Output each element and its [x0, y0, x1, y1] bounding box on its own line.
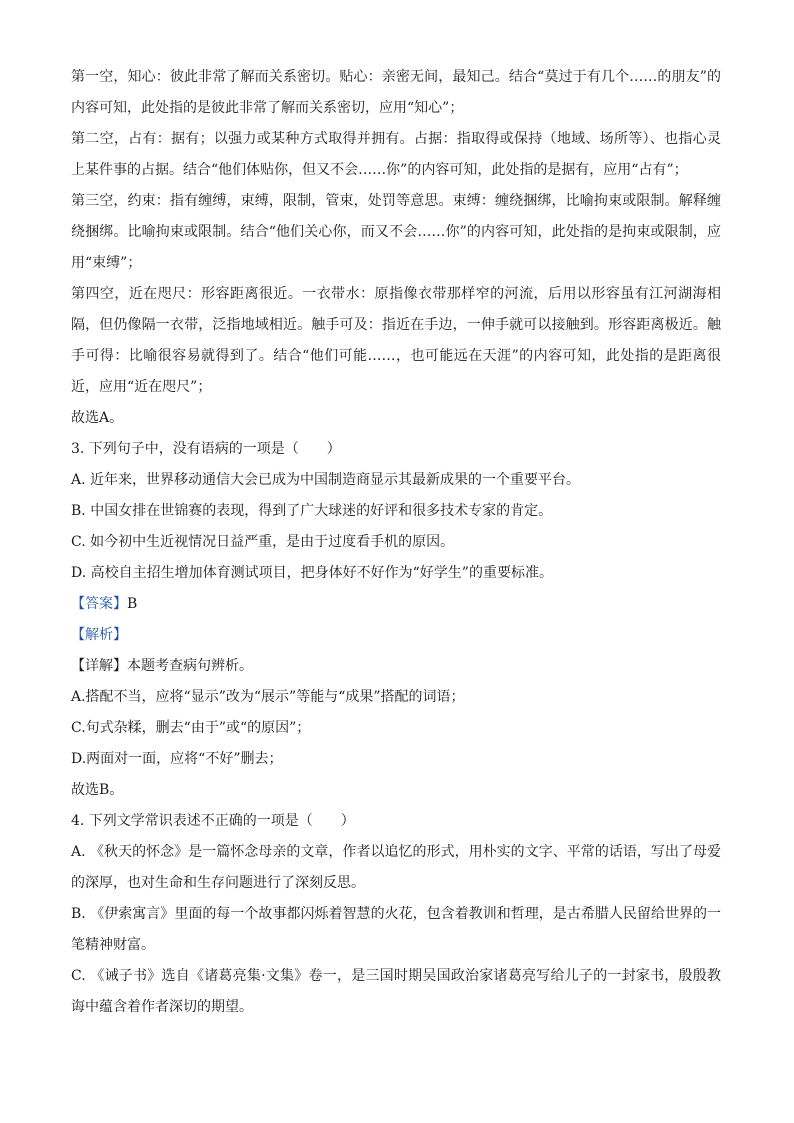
q4-option-a: A. 《秋天的怀念》是一篇怀念母亲的文章，作者以追忆的形式，用朴实的文字、平常的话语，写出了母爱的深厚，也对生命和生存问题进行了深刻反思。 [71, 844, 721, 891]
q2-conclusion: 故选A。 [71, 410, 124, 426]
q2-explanation-blank-3: 第三空，约束：指有缠缚，束缚，限制，管束，处罚等意思。束缚：缠绕捆绑，比喻拘束或限制。解释缠绕捆绑。比喻拘束或限制。结合“他们关心你，而又不会……你”的内容可知，此处指的是拘束或限制，应用“束缚”； [71, 193, 721, 271]
answer-value: B [127, 596, 138, 612]
q2-explanation-blank-2: 第二空，占有：据有；以强力或某种方式取得并拥有。占据：指取得或保持（地域、场所等）、也指心灵上某件事的占据。结合“他们体贴你，但又不会……你”的内容可知，此处指的是据有，应用“占有”； [71, 131, 721, 178]
q3-option-a: A. 近年来，世界移动通信大会已成为中国制造商显示其最新成果的一个重要平台。 [71, 472, 581, 488]
q3-option-b: B. 中国女排在世锦赛的表现，得到了广大球迷的好评和很多技术专家的肯定。 [71, 503, 553, 519]
q3-detail: 【详解】本题考查病句辨析。 [71, 658, 253, 674]
q3-conclusion: 故选B。 [71, 782, 124, 798]
q2-explanation-blank-4: 第四空，近在咫尺：形容距离很近。一衣带水：原指像衣带那样窄的河流，后用以形容虽有江河湖海相隔，但仍像隔一衣带，泛指地域相近。触手可及：指近在手边，一伸手就可以接触到。形容距离极近。触手可得：比喻很容易就得到了。结合“他们可能……，也可能远在天涯”的内容可知，此处指的是距离很近，应用“近在咫尺”； [71, 286, 721, 395]
q4-option-b: B. 《伊索寓言》里面的每一个故事都闪烁着智慧的火花，包含着教训和哲理，是古希腊人民留给世界的一笔精神财富。 [71, 906, 721, 953]
q3-option-c: C. 如今初中生近视情况日益严重，是由于过度看手机的原因。 [71, 534, 455, 550]
analysis-tag: 【解析】 [71, 627, 127, 643]
q3-explain-a: A.搭配不当，应将“显示”改为“展示”等能与“成果”搭配的词语； [71, 689, 465, 705]
q2-explanation-blank-1: 第一空，知心：彼此非常了解而关系密切。贴心：亲密无间，最知己。结合“莫过于有几个……的朋友”的内容可知，此处指的是彼此非常了解而关系密切，应用“知心”； [71, 69, 721, 116]
q4-question: 4. 下列文学常识表述不正确的一项是（ ） [71, 813, 355, 829]
q3-option-d: D. 高校自主招生增加体育测试项目，把身体好不好作为“好学生”的重要标准。 [71, 565, 553, 581]
q3-explain-d: D.两面对一面，应将“不好”删去； [71, 751, 283, 767]
answer-tag: 【答案】 [71, 596, 127, 612]
q3-answer-line [71, 589, 721, 620]
document-page [71, 62, 721, 1023]
q3-explain-c: C.句式杂糅，删去“由于”或“的原因”； [71, 720, 311, 736]
q3-analysis-line [71, 620, 721, 651]
q3-question: 3. 下列句子中，没有语病的一项是（ ） [71, 441, 341, 457]
q4-option-c: C. 《诫子书》选自《诸葛亮集·文集》卷一，是三国时期吴国政治家诸葛亮写给儿子的一封家书，殷殷教诲中蕴含着作者深切的期望。 [71, 968, 721, 1015]
